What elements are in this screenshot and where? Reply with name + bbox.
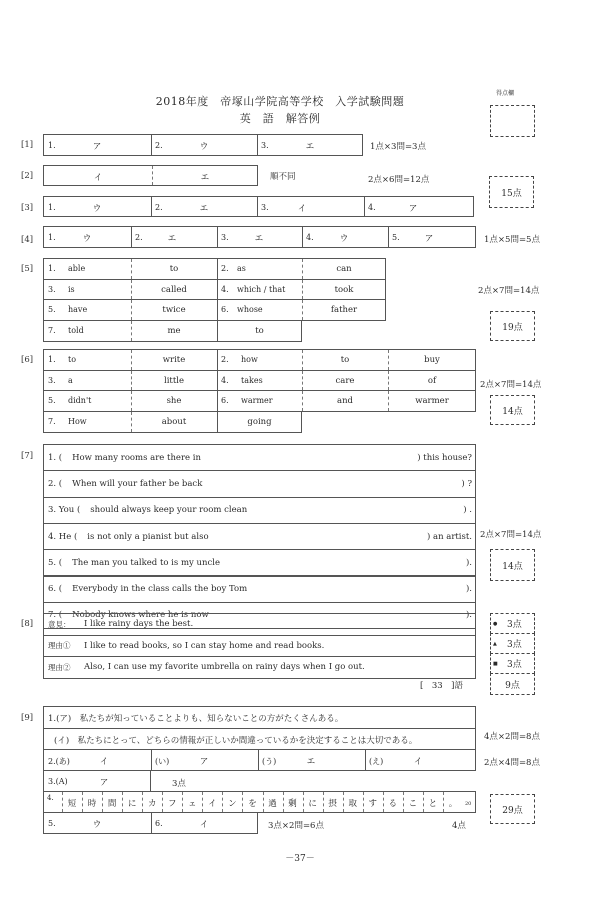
sentence-line: [48, 498, 472, 523]
answer-9-2a: イ: [99, 757, 109, 767]
essay-score-box: [490, 633, 535, 654]
grid-divider: [222, 792, 223, 812]
cell-text: 1.: [48, 355, 56, 364]
sentence-row: [43, 444, 476, 471]
grid-char: 短: [67, 799, 77, 809]
column-divider: [302, 371, 303, 391]
cell-text: going: [247, 417, 272, 428]
answer-9-6: イ: [199, 820, 209, 830]
item-number: 5.: [392, 233, 400, 242]
grid-char: 。: [448, 799, 458, 809]
section-5-row: [43, 299, 386, 321]
item-number: 3.: [221, 233, 229, 242]
sentence-answer: When will your father be back: [72, 478, 203, 489]
section-5-label: [5]: [21, 264, 34, 274]
grid-divider: [202, 792, 203, 812]
answer-4-1: ウ: [82, 234, 92, 244]
cell-text: about: [161, 417, 187, 428]
grid-char: を: [248, 799, 257, 809]
sentence-prefix: 2. (: [48, 478, 63, 489]
column-divider: [131, 412, 132, 432]
section-4-label: [4]: [21, 235, 34, 245]
section-5-row: [43, 258, 386, 280]
column-divider: [302, 391, 303, 411]
q1-points: 4点×2問=8点: [484, 732, 540, 742]
section-5-row: [43, 279, 386, 301]
sentence-line: [48, 445, 472, 470]
cell-text: she: [166, 396, 182, 407]
column-divider: [302, 300, 303, 320]
section-7-label: [7]: [21, 451, 34, 461]
cell-text: of: [427, 375, 437, 386]
grid-divider: [242, 792, 243, 812]
q2-points: 2点×4問=8点: [484, 758, 540, 768]
essay-key: 意見：: [48, 619, 71, 629]
cell-text: 5.: [48, 305, 56, 315]
item-number: 6.: [155, 819, 163, 828]
cell-text: can: [336, 264, 352, 274]
column-divider: [131, 371, 132, 391]
grid-divider: [162, 792, 163, 812]
sentence-row: [43, 470, 476, 497]
sentence-line: [48, 471, 472, 496]
grid-char: 摂: [328, 799, 337, 809]
essay-total-box: 9点: [490, 673, 535, 695]
sentence-answer: How many rooms are there in: [72, 452, 201, 463]
section-6-label: [6]: [21, 355, 34, 365]
cell-text: 2.: [221, 264, 229, 273]
q1-a: 1.(ア) 私たちが知っていることよりも、知らないことの方がたくさんある。: [48, 713, 344, 724]
column-divider: [217, 300, 218, 320]
sentence-suffix: ) .: [463, 505, 472, 516]
answer-1-1: ア: [92, 142, 102, 152]
sentence-row: [43, 523, 476, 550]
cell-text: have: [68, 305, 88, 315]
answer-9-5: ウ: [92, 820, 102, 830]
grid-char: ン: [228, 799, 237, 809]
sentence-line: [48, 524, 472, 549]
marker-icon: ■: [493, 660, 498, 667]
sentence-row: [43, 576, 476, 603]
sentence-line: [48, 577, 472, 602]
item-number: 2.: [155, 203, 163, 212]
section-9-q56: [43, 812, 258, 834]
sentence-answer: The man you talked to is my uncle: [72, 557, 220, 568]
cell-text: twice: [162, 305, 186, 316]
cell-text: to: [255, 326, 264, 337]
section-1-label: [1]: [21, 140, 34, 150]
cell-text: takes: [241, 375, 263, 385]
grid-char: 取: [348, 799, 357, 809]
cell-text: whose: [237, 305, 263, 315]
sentence-suffix: ) ?: [461, 478, 472, 489]
item-number: 2.: [155, 141, 163, 150]
column-divider: [388, 350, 389, 370]
sentence-answer: should always keep your room clean: [90, 505, 248, 516]
sentence-suffix: ).: [465, 557, 472, 568]
section-1-3-score-box: 15点: [489, 176, 534, 208]
cell-text: told: [68, 326, 84, 336]
column-divider: [131, 350, 132, 370]
cell-text: 5.: [48, 396, 56, 406]
answer-2-2: エ: [200, 173, 210, 183]
cell-text: which / that: [237, 284, 286, 294]
sentence-answer: Everybody in the class calls the boy Tom: [72, 584, 248, 595]
essay-line: [48, 636, 472, 657]
item-number: 1.: [48, 203, 56, 212]
grid-divider: [323, 792, 324, 812]
marker-icon: ▲: [493, 640, 497, 647]
answer-9-2c: エ: [306, 757, 316, 767]
column-divider: [131, 321, 132, 341]
column-divider: [131, 391, 132, 411]
grid-divider: [122, 792, 123, 812]
sentence-line: [48, 550, 472, 575]
section-4-table: [43, 226, 476, 248]
grid-char: に: [308, 799, 317, 809]
grid-char: 剰: [288, 799, 297, 809]
cell-text: little: [163, 375, 185, 386]
page-number: －37－: [285, 854, 315, 864]
sentence-answer: Nobody knows where he is now: [72, 610, 209, 621]
section-9-q1: [43, 706, 476, 750]
section-2-note: 順不同: [270, 172, 296, 182]
section-7-points: 2点×7問=14点: [480, 530, 542, 540]
cell-text: 4.: [221, 284, 229, 294]
section-9-label: [9]: [21, 713, 34, 723]
answer-9-3: ア: [99, 778, 109, 788]
item-number: 3.: [261, 203, 269, 212]
column-divider: [217, 321, 218, 341]
cell-text: to: [68, 355, 77, 364]
section-7-score-box: 14点: [490, 549, 535, 581]
answer-3-2: エ: [199, 204, 209, 214]
answer-9-2d: イ: [413, 757, 423, 767]
column-divider: [217, 412, 218, 432]
answer-1-2: ウ: [199, 142, 209, 152]
section-9-q2: [43, 749, 476, 771]
q56-points: 3点×2問=6点: [268, 821, 324, 831]
sentence-row: [43, 549, 476, 576]
answer-4-2: エ: [167, 234, 177, 244]
cell-text: 3.: [48, 375, 56, 385]
item-number: 1.: [48, 141, 56, 150]
grid-divider: [303, 792, 304, 812]
char-count: 20: [465, 801, 472, 807]
character-grid: [43, 791, 476, 813]
grid-divider: [142, 792, 143, 812]
essay-row: [43, 635, 476, 658]
sentence-suffix: ) an artist.: [426, 531, 472, 542]
column-divider: [302, 280, 303, 300]
essay-text: I like to read books, so I can stay home and read books.: [84, 640, 325, 651]
sentence-prefix: 5. (: [48, 557, 63, 568]
item-number: 4.: [368, 203, 376, 212]
section-5-points: 2点×7問=14点: [478, 286, 540, 296]
section-3-table: [43, 196, 474, 217]
essay-line: [48, 657, 472, 678]
q1-b: (イ) 私たちにとって、どちらの情報が正しいか間違っているかを決定することは大切である。: [54, 735, 418, 746]
grid-char: る: [388, 799, 398, 809]
section-6-row: [43, 370, 476, 392]
section-6-points: 2点×7問=14点: [480, 380, 542, 390]
column-divider: [217, 391, 218, 411]
q4-points: 4点: [452, 821, 466, 831]
divider: [150, 770, 151, 792]
answer-9-2b: ア: [199, 757, 209, 767]
cell-text: didn't: [68, 396, 92, 406]
cell-text: 3.: [48, 284, 56, 294]
essay-score-box: [490, 613, 535, 634]
grid-divider: [383, 792, 384, 812]
item-number: 3.(A): [48, 777, 68, 786]
grid-char: 間: [107, 799, 117, 809]
column-divider: [302, 350, 303, 370]
essay-key: 理由②: [48, 662, 71, 672]
score-column-label: 得点欄: [496, 90, 515, 97]
grid-char: と: [428, 799, 438, 809]
section-4-points: 1点×5問=5点: [484, 235, 540, 245]
sentence-suffix: ).: [465, 584, 472, 595]
section-9-score-box: 29点: [490, 794, 535, 824]
sentence-suffix: ).: [465, 610, 472, 621]
section-2-points: 2点×6問=12点: [368, 175, 430, 185]
item-number: (う): [262, 757, 277, 766]
cell-text: write: [162, 355, 186, 365]
section-1-points: 1点×3問=3点: [370, 142, 426, 152]
grid-char: ェ: [188, 799, 197, 809]
item-number: 5.: [48, 819, 56, 828]
answer-3-4: ア: [408, 204, 418, 214]
answer-3-1: ウ: [92, 204, 102, 214]
cell-text: How: [68, 417, 87, 427]
section-8-label: [8]: [21, 619, 34, 629]
item-number: 2.(あ): [48, 757, 70, 766]
section-2-table: [43, 165, 258, 186]
column-divider: [388, 371, 389, 391]
cell-text: warmer: [415, 396, 449, 407]
essay-score: 3点: [507, 660, 522, 670]
q3-points: 3点: [172, 779, 186, 789]
sentence-prefix: 1. (: [48, 452, 63, 463]
essay-line: [48, 614, 472, 635]
exam-subtitle: 英 語 解答例: [239, 112, 321, 125]
cell-text: warmer: [241, 396, 273, 406]
cell-text: took: [334, 284, 354, 295]
grid-divider: [443, 792, 444, 812]
cell-text: 6.: [221, 305, 229, 315]
grid-divider: [423, 792, 424, 812]
marker-icon: ●: [493, 620, 498, 627]
essay-text: Also, I can use my favorite umbrella on rainy days when I go out.: [84, 662, 365, 673]
section-6-score-box: 14点: [490, 395, 535, 425]
answer-4-5: ア: [424, 234, 434, 244]
grid-char: こ: [408, 799, 418, 809]
essay-score: 3点: [507, 640, 522, 650]
sentence-prefix: 3. You (: [48, 505, 81, 516]
section-6-row: [43, 349, 476, 371]
answer-1-3: エ: [305, 142, 315, 152]
column-divider: [217, 280, 218, 300]
section-6-row: [43, 411, 302, 433]
answer-4-4: ウ: [339, 234, 349, 244]
grid-divider: [182, 792, 183, 812]
grid-char: イ: [208, 799, 217, 809]
sentence-prefix: 4. He (: [48, 531, 78, 542]
grid-divider: [343, 792, 344, 812]
grid-char: に: [127, 799, 137, 809]
section-3-label: [3]: [21, 203, 34, 213]
cell-text: 7.: [48, 326, 56, 336]
essay-text: I like rainy days the best.: [84, 619, 194, 630]
grid-divider: [102, 792, 103, 812]
item-number: (い): [155, 757, 170, 766]
section-5-row: [43, 320, 302, 342]
q4-number: 4.: [47, 794, 54, 802]
cell-text: 1.: [48, 264, 56, 273]
section-1-table: [43, 134, 363, 156]
cell-text: how: [241, 355, 258, 364]
column-divider: [217, 371, 218, 391]
sentence-suffix: ) this house?: [417, 452, 472, 463]
essay-row: [43, 656, 476, 679]
sentence-prefix: 7. (: [48, 610, 63, 621]
item-number: 1.: [48, 233, 56, 242]
item-number: 3.: [261, 141, 269, 150]
column-divider: [302, 259, 303, 279]
cell-text: to: [340, 355, 350, 365]
cell-text: 4.: [221, 375, 229, 385]
answer-4-3: エ: [254, 234, 264, 244]
cell-text: care: [335, 375, 355, 386]
cell-text: buy: [424, 355, 440, 365]
cell-text: father: [330, 305, 358, 316]
item-number: 2.: [135, 233, 143, 242]
sentence-row: [43, 497, 476, 524]
grid-char: フ: [168, 799, 177, 809]
cell-text: 2.: [221, 355, 229, 364]
grid-char: カ: [147, 799, 157, 809]
answer-3-3: イ: [297, 204, 307, 214]
column-divider: [388, 391, 389, 411]
grid-divider: [263, 792, 264, 812]
essay-score: 3点: [507, 620, 522, 630]
essay-row: [43, 613, 476, 636]
grid-char: す: [368, 799, 378, 809]
answer-2-1: イ: [93, 173, 103, 183]
total-score-box[interactable]: [490, 105, 535, 137]
exam-title: 2018年度 帝塚山学院高等学校 入学試験問題: [155, 95, 405, 108]
grid-char: 時: [87, 799, 97, 809]
column-divider: [131, 300, 132, 320]
essay-key: 理由①: [48, 641, 71, 651]
cell-text: 7.: [48, 417, 56, 427]
column-divider: [131, 259, 132, 279]
cell-text: as: [237, 264, 246, 273]
sentence-answer: is not only a pianist but also: [87, 531, 209, 542]
grid-divider: [62, 792, 63, 812]
grid-divider: [82, 792, 83, 812]
grid-divider: [403, 792, 404, 812]
cell-text: to: [169, 264, 179, 274]
cell-text: 6.: [221, 396, 229, 406]
column-divider: [131, 280, 132, 300]
section-5-score-box: 19点: [490, 311, 535, 341]
item-number: 4.: [306, 233, 314, 242]
grid-divider: [283, 792, 284, 812]
grid-char: 過: [268, 799, 277, 809]
essay-score-box: [490, 653, 535, 674]
cell-text: called: [161, 284, 187, 295]
column-divider: [217, 259, 218, 279]
cell-text: able: [68, 264, 86, 273]
item-number: (え): [369, 757, 384, 766]
sentence-prefix: 6. (: [48, 584, 63, 595]
column-divider: [217, 350, 218, 370]
section-9-q3: [43, 770, 151, 792]
grid-divider: [363, 792, 364, 812]
cell-text: is: [68, 284, 75, 294]
cell-text: and: [337, 396, 353, 407]
section-6-row: [43, 390, 476, 412]
section-8-word-count: [ 33 ]語: [420, 681, 463, 691]
cell-text: me: [167, 326, 181, 337]
cell-text: a: [68, 375, 73, 385]
section-2-label: [2]: [21, 171, 34, 181]
